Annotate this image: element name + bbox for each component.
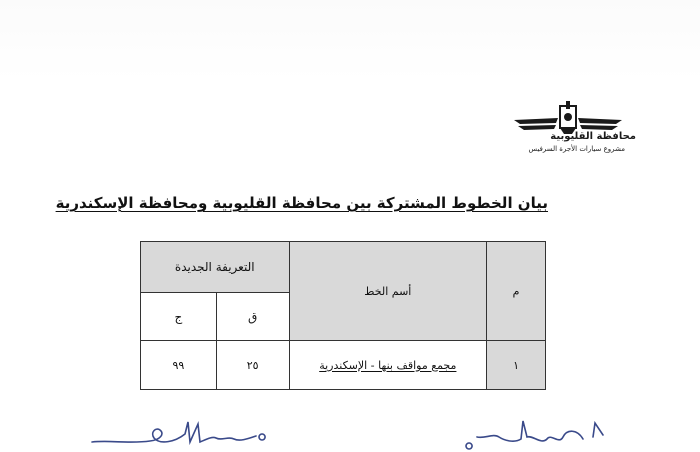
line-name-header: أسم الخط — [289, 242, 487, 341]
piasters-header: ق — [216, 293, 289, 341]
index-header: م — [487, 242, 546, 341]
signature-icon — [90, 412, 290, 452]
logo-title: محافظة القليوبية — [550, 131, 636, 142]
piasters-cell: ٢٥ — [216, 341, 289, 390]
index-cell: ١ — [487, 341, 546, 390]
pounds-cell: ٩٩ — [141, 341, 217, 390]
signature-icon — [455, 415, 605, 450]
routes-table — [140, 241, 546, 390]
new-tariff-header: التعريفة الجديدة — [141, 242, 290, 293]
logo-subtitle: مشروع سيارات الأجرة السرفيس — [528, 145, 625, 153]
document-heading: بيان الخطوط المشتركة بين محافظة القليوبية ومحافظة الإسكندرية — [55, 194, 548, 212]
table-header-row — [141, 242, 546, 293]
line-name-cell: مجمع مواقف بنها - الإسكندرية — [289, 341, 487, 390]
pounds-header: ج — [141, 293, 217, 341]
table-row — [141, 341, 546, 390]
